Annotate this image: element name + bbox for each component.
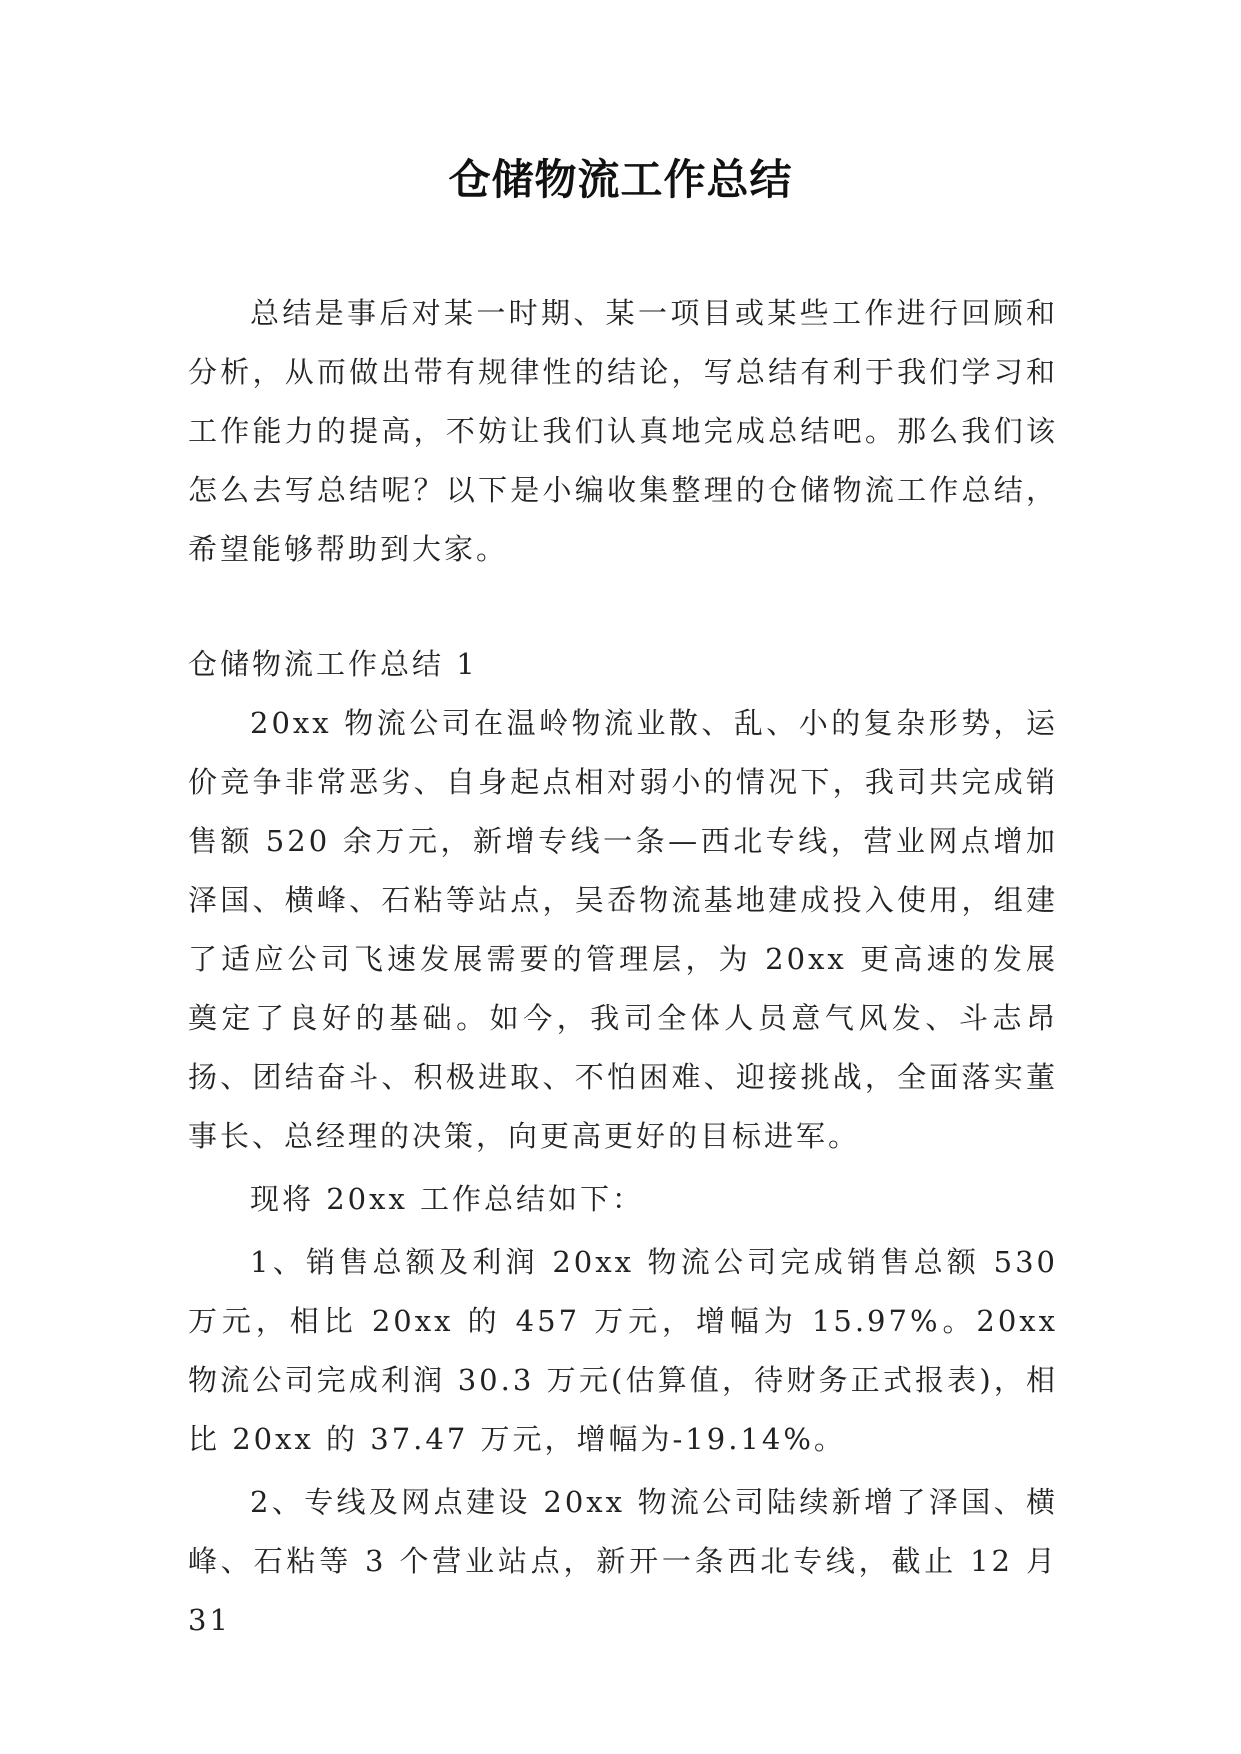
section-body (188, 694, 1058, 1650)
paragraph-summary-intro: 现将 20xx 工作总结如下： (250, 1182, 645, 1216)
intro-block (188, 284, 1058, 579)
paragraph-network-build: 2、专线及网点建设 20xx 物流公司陆续新增了泽国、横峰、石粘等 3 个营业站点，新开一条西北专线，截止 12 月 31 (188, 1485, 1058, 1637)
document-title: 仓储物流工作总结 (448, 155, 793, 204)
paragraph-overview: 20xx 物流公司在温岭物流业散、乱、小的复杂形势，运价竞争非常恶劣、自身起点相对弱小的情况下，我司共完成销售额 520 余万元，新增专线一条—西北专线，营业网点增加泽国、横峰、石粘等站点，吴岙物流基地建成投入使用，组建了适应公司飞速发展需要的管理层，为 20xx 更高速的发展奠定了良好的基础。如今，我司全体人员意气风发、斗志昂扬、团结奋斗、积极进取、不怕困难、迎接挑战，全面落实董事长、总经理的决策，向更高更好的目标进军。 (188, 706, 1058, 1153)
intro-paragraph: 总结是事后对某一时期、某一项目或某些工作进行回顾和分析，从而做出带有规律性的结论，写总结有利于我们学习和工作能力的提高，不妨让我们认真地完成总结吧。那么我们该怎么去写总结呢？以下是小编收集整理的仓储物流工作总结，希望能够帮助到大家。 (188, 296, 1058, 566)
paragraph-sales-profit: 1、销售总额及利润 20xx 物流公司完成销售总额 530 万元，相比 20xx 的 457 万元，增幅为 15.97%。20xx 物流公司完成利润 30.3 万元(估算值，待财务正式报表)，相比 20xx 的 37.47 万元，增幅为-19.14%。 (188, 1245, 1058, 1456)
section-heading: 仓储物流工作总结 1 (188, 647, 478, 681)
